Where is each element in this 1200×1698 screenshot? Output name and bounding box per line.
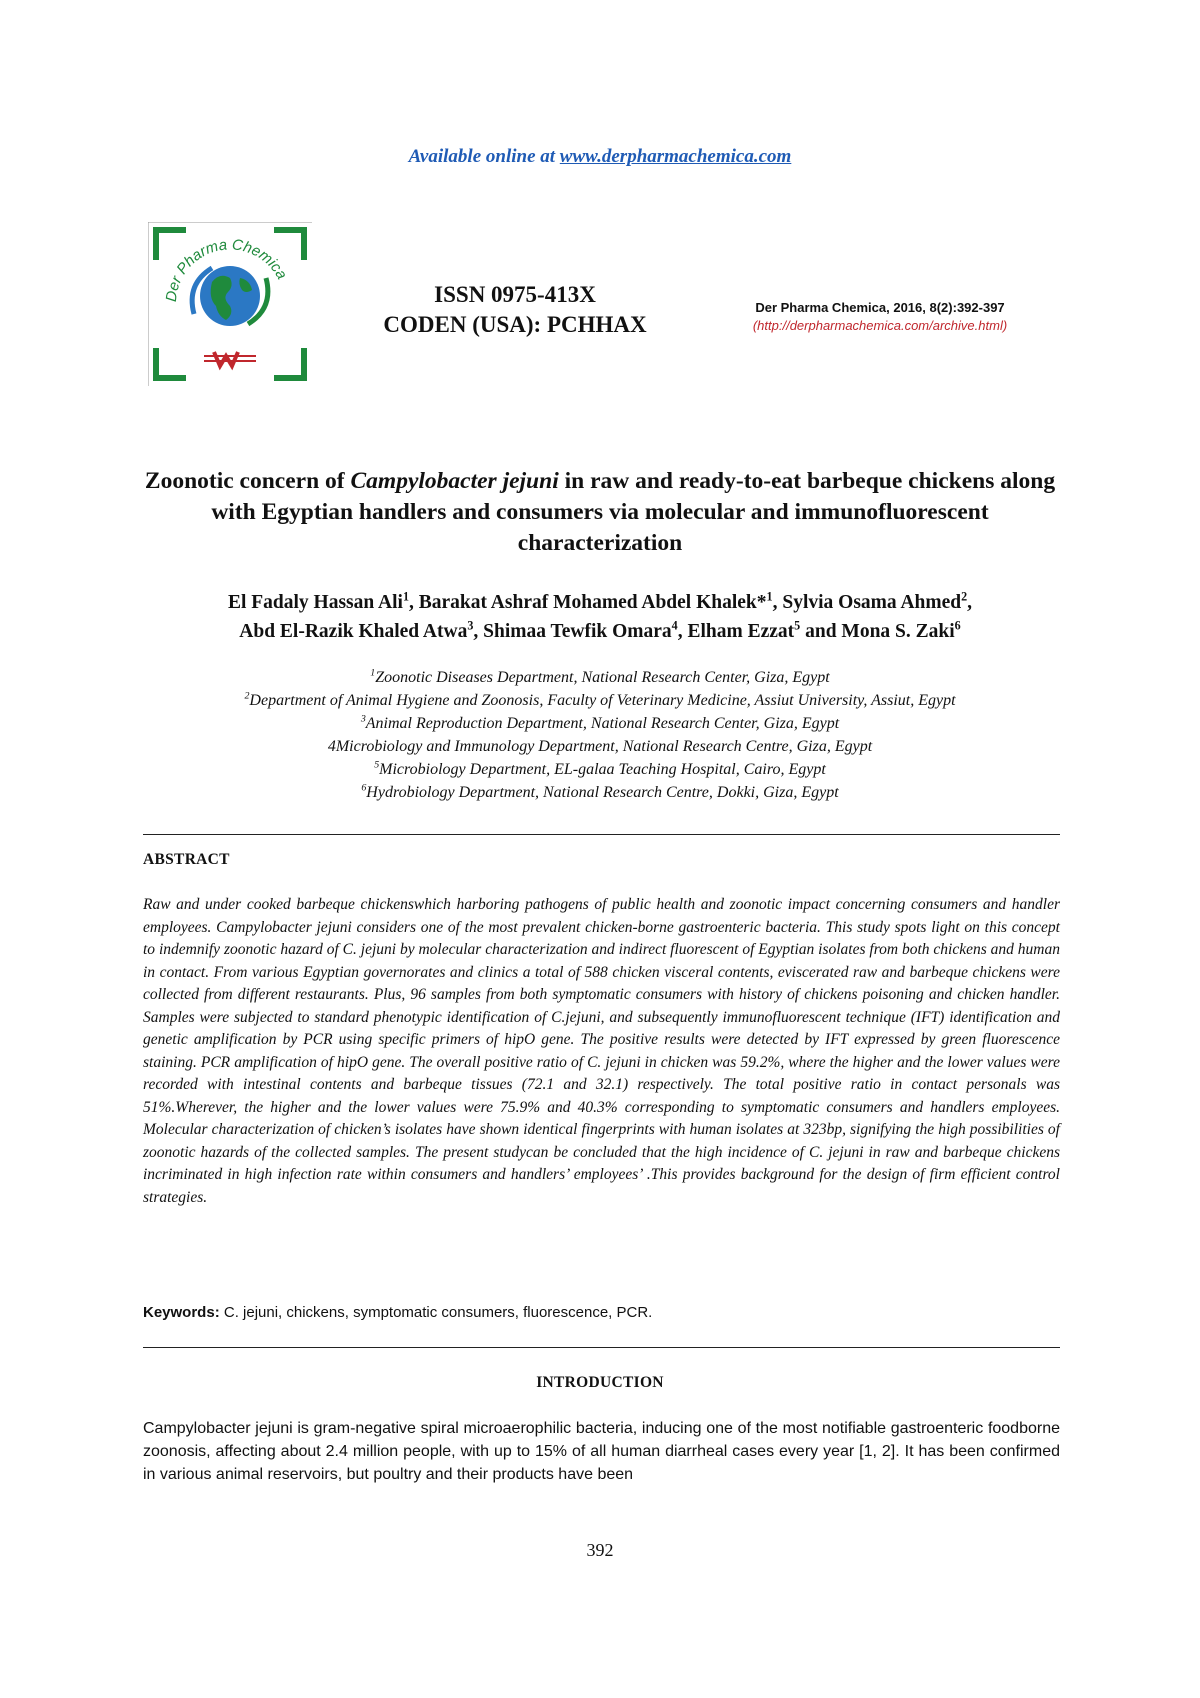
- affiliation-line: [130, 758, 1070, 781]
- author-affiliation-mark: 4: [671, 618, 678, 633]
- coden-line: CODEN (USA): PCHHAX: [383, 312, 647, 337]
- author-separator: ,: [677, 621, 688, 642]
- author-affiliation-mark: 6: [954, 618, 961, 633]
- affiliation-text: Animal Reproduction Department, National Research Center, Giza, Egypt: [365, 715, 840, 732]
- author-separator: and: [800, 621, 842, 642]
- introduction-heading: INTRODUCTION: [536, 1374, 664, 1391]
- title-text-1: Zoonotic concern of: [144, 468, 351, 494]
- affiliation-line: [130, 735, 1070, 758]
- author-affiliation-mark: 2: [961, 589, 968, 604]
- affiliation-line: [130, 666, 1070, 689]
- affiliation-mark: 6: [361, 782, 367, 794]
- available-online-line: [0, 146, 1200, 168]
- keywords-text: C. jejuni, chickens, symptomatic consumers, fluorescence, PCR.: [219, 1304, 653, 1321]
- author-name: El Fadaly Hassan Ali: [227, 592, 403, 613]
- author-separator: ,: [473, 621, 484, 642]
- issn-line: ISSN 0975-413X: [434, 282, 596, 307]
- keywords-line: [143, 1304, 1060, 1321]
- available-online-prefix: Available online at: [408, 146, 560, 167]
- author-name: Shimaa Tewfik Omara: [483, 621, 672, 642]
- affiliation-line: [130, 689, 1070, 712]
- affiliation-mark: 5: [374, 759, 380, 771]
- author-affiliation-mark: 5: [794, 618, 801, 633]
- introduction-text: Campylobacter jejuni is gram-negative spiral microaerophilic bacteria, inducing one of the most notifiable gastroenteric foodborne zoonosis, affecting about 2.4 million people, with up to 15% of all human diarrheal cases every year [1, 2]. It has been confirmed in various animal reservoirs, but poultry and their products have been: [143, 1420, 1060, 1483]
- archive-link[interactable]: (http://derpharmachemica.com/archive.html): [752, 318, 1008, 333]
- affiliation-text: Zoonotic Diseases Department, National Research Center, Giza, Egypt: [375, 669, 830, 686]
- affiliation-mark: 2: [244, 690, 250, 702]
- logo-ring-text: Der Pharma Chemica: [162, 236, 291, 303]
- title-text-2: in raw and ready-to-eat barbeque chickens along with Egyptian handlers and consumers via molecular and immunofluorescent characterization: [211, 468, 1056, 556]
- author-name: Sylvia Osama Ahmed: [782, 592, 962, 613]
- abstract-heading: ABSTRACT: [143, 851, 230, 868]
- journal-citation-block: [680, 300, 1080, 333]
- affiliation-text: 4Microbiology and Immunology Department, National Research Centre, Giza, Egypt: [327, 738, 873, 755]
- journal-logo: [148, 222, 312, 386]
- journal-citation: Der Pharma Chemica, 2016, 8(2):392-397: [755, 300, 1005, 315]
- keywords-label: Keywords:: [143, 1304, 220, 1321]
- affiliation-text: Department of Animal Hygiene and Zoonosis, Faculty of Veterinary Medicine, Assiut University, Assiut, Egypt: [249, 692, 956, 709]
- divider-top: [143, 834, 1060, 835]
- abstract-text: Raw and under cooked barbeque chickenswhich harboring pathogens of public health and zoonotic impact concerning consumers and handler employees. Campylobacter jejuni considers one of the most prevalent chicken-borne gastroenteric bacteria. This study spots light on this concept to indemnify zoonotic hazard of C. jejuni by molecular characterization and indirect fluorescent of Egyptian isolates from both chickens and human in contact. From various Egyptian governorates and clinics a total of 588 chicken visceral contents, eviscerated raw and barbeque chickens were collected from different restaurants. Plus, 96 samples from both symptomatic consumers with history of chickens poisoning and chicken handler. Samples were subjected to standard phenotypic identification of C.jejuni, and subsequently immunofluorescent technique (IFT) identification and genetic amplification by PCR using specific primers of hipO gene. The positive results were detected by IFT expressed by green fluorescence staining. PCR amplification of hipO gene. The overall positive ratio of C. jejuni in chicken was 59.2%, where the higher and the lower values were recorded with intestinal contents and barbeque tissues (72.1 and 32.1) respectively. The total positive ratio in contact personals was 51%.Wherever, the higher and the lower values were 75.9% and 40.3% corresponding to symptomatic consumers and handlers employees. Molecular characterization of chicken’s isolates have shown identical fingerprints with human isolates at 323bp, signifying the high possibilities of zoonotic hazards of the collected samples. The present studycan be concluded that the high incidence of C. jejuni in raw and barbeque chickens incriminated in high infection rate within consumers and handlers’ employees’ .This provides background for the design of firm efficient control strategies.: [143, 896, 1060, 1206]
- page-number: 392: [586, 1540, 614, 1560]
- author-name: Barakat Ashraf Mohamed Abdel Khalek*: [418, 592, 767, 613]
- author-affiliation-mark: 3: [467, 618, 474, 633]
- author-name: Mona S. Zaki: [841, 621, 955, 642]
- affiliation-mark: 3: [360, 713, 366, 725]
- author-name: Abd El-Razik Khaled Atwa: [239, 621, 468, 642]
- author-separator: ,: [409, 592, 419, 613]
- author-separator: ,: [772, 592, 783, 613]
- affiliation-line: [130, 712, 1070, 735]
- author-list: [130, 588, 1070, 646]
- affiliation-mark: 1: [370, 667, 376, 679]
- title-species-italic: Campylobacter jejuni: [350, 468, 559, 494]
- affiliation-text: Hydrobiology Department, National Research Centre, Dokki, Giza, Egypt: [366, 784, 839, 801]
- affiliation-text: Microbiology Department, EL-galaa Teaching Hospital, Cairo, Egypt: [379, 761, 826, 778]
- site-link[interactable]: www.derpharmachemica.com: [559, 146, 792, 167]
- divider-bottom: [143, 1347, 1060, 1348]
- issn-block: [350, 280, 680, 340]
- logo-graphic: [148, 222, 312, 386]
- author-name: Elham Ezzat: [687, 621, 795, 642]
- affiliation-list: [130, 666, 1070, 804]
- author-separator: ,: [967, 592, 973, 613]
- author-affiliation-mark: 1: [402, 589, 409, 604]
- author-affiliation-mark: 1: [766, 589, 773, 604]
- affiliation-line: [130, 781, 1070, 804]
- article-title: [130, 466, 1070, 559]
